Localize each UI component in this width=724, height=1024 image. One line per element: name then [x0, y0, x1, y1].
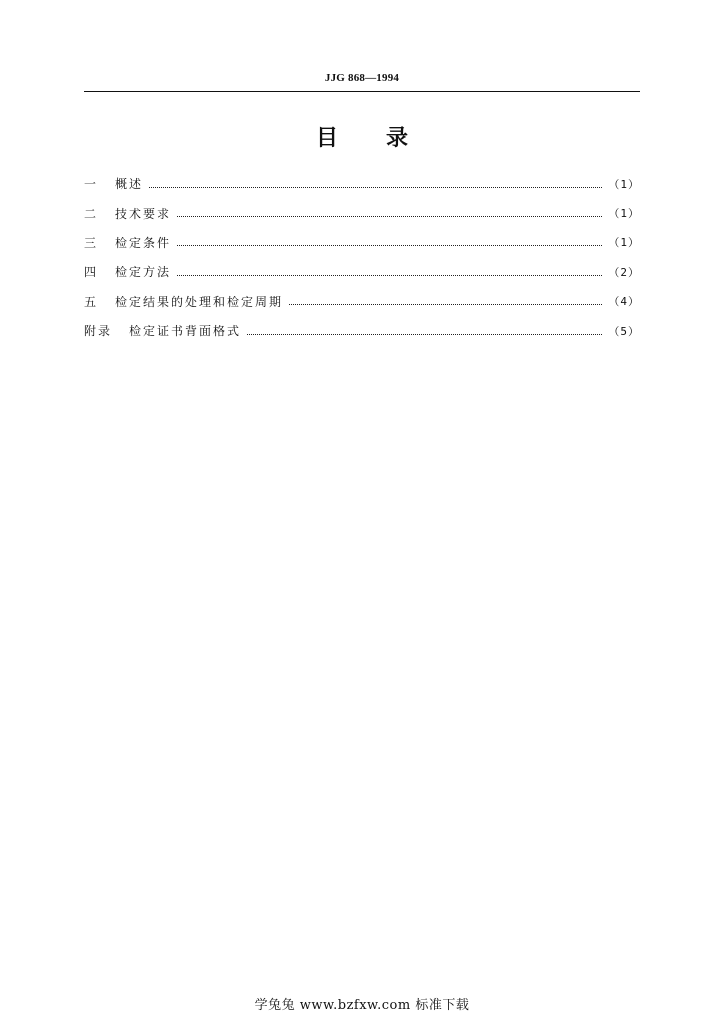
toc-entry-number: 一 — [84, 177, 99, 192]
page-title: 目录 — [315, 126, 456, 151]
toc-entry-title: 检定证书背面格式 — [129, 324, 242, 339]
watermark-footer: 学兔兔 www.bzfxw.com 标准下载 — [254, 998, 470, 1013]
toc-entry[interactable] — [84, 169, 640, 198]
toc-entry-page: （1） — [608, 207, 640, 221]
toc-entry[interactable] — [84, 257, 640, 286]
toc-dot-leader — [177, 244, 602, 246]
toc-entry-number: 五 — [84, 294, 99, 309]
toc-entry-title: 概述 — [115, 177, 144, 192]
toc-dot-leader — [289, 303, 602, 305]
toc-entry[interactable] — [84, 287, 640, 316]
toc-dot-leader — [177, 274, 602, 276]
toc-entry-title: 技术要求 — [115, 206, 172, 221]
toc-entry[interactable] — [84, 198, 640, 227]
toc-dot-leader — [149, 186, 602, 188]
toc-entry-page: （5） — [608, 324, 640, 338]
toc-entry-title: 检定结果的处理和检定周期 — [115, 294, 284, 309]
toc-entry-title: 检定方法 — [115, 265, 172, 280]
toc-entry[interactable] — [84, 316, 640, 345]
toc-dot-leader — [247, 333, 602, 335]
table-of-contents — [84, 169, 640, 345]
toc-entry-number: 附录 — [84, 324, 113, 339]
toc-entry-page: （2） — [608, 265, 640, 279]
toc-entry-number: 三 — [84, 235, 99, 250]
toc-entry-title: 检定条件 — [115, 235, 172, 250]
document-code-header: JJG 868—1994 — [324, 72, 400, 84]
toc-entry-page: （4） — [608, 295, 640, 309]
toc-dot-leader — [177, 215, 602, 217]
toc-entry-number: 二 — [84, 206, 99, 221]
toc-entry-page: （1） — [608, 236, 640, 250]
toc-entry-page: （1） — [608, 177, 640, 191]
toc-entry[interactable] — [84, 228, 640, 257]
toc-entry-number: 四 — [84, 265, 99, 280]
header-rule — [84, 91, 640, 92]
